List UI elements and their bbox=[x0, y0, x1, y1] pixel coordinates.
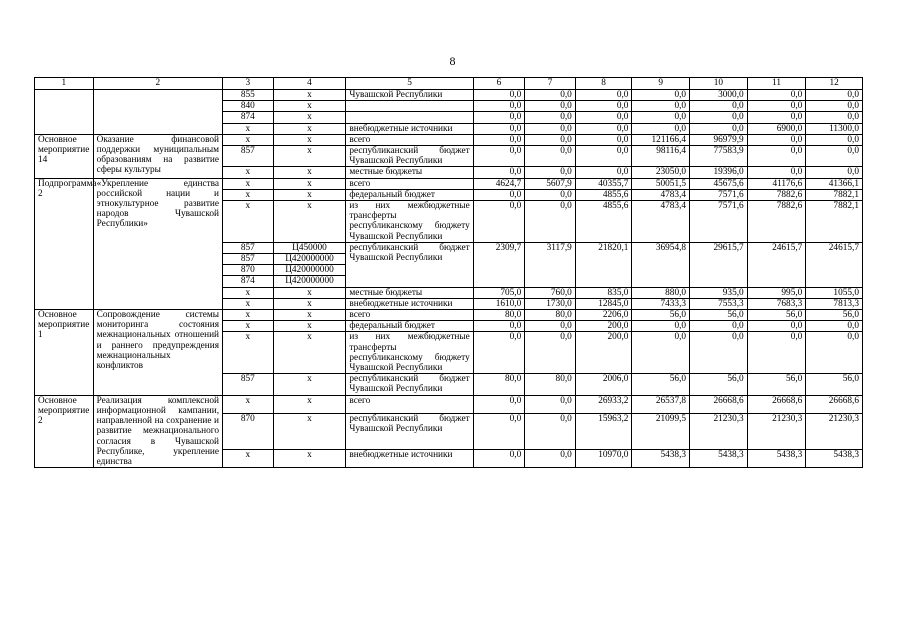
value-cell: 1730,0 bbox=[525, 298, 576, 309]
value-cell: 0,0 bbox=[525, 90, 576, 101]
source-cell: из них межбюджетные трансферты республиканскому бюджету Чувашской Республики bbox=[346, 201, 473, 243]
value-cell: 200,0 bbox=[575, 321, 632, 332]
csr-cell: x bbox=[273, 374, 346, 395]
value-cell: 0,0 bbox=[747, 146, 806, 167]
csr-cell: Ц420000000 bbox=[273, 265, 346, 276]
value-cell: 0,0 bbox=[525, 146, 576, 167]
value-cell: 0,0 bbox=[747, 134, 806, 145]
value-cell: 26668,6 bbox=[747, 395, 806, 414]
column-number: 12 bbox=[806, 78, 863, 90]
source-cell: республиканский бюджет Чувашской Республики bbox=[346, 146, 473, 167]
source-cell: федеральный бюджет bbox=[346, 189, 473, 200]
grbs-cell: x bbox=[223, 134, 274, 145]
value-cell: 0,0 bbox=[525, 321, 576, 332]
value-cell: 7882,1 bbox=[806, 201, 863, 243]
value-cell: 0,0 bbox=[473, 134, 525, 145]
description-cell: Оказание финансовой поддержки муниципальным образованиям на развитие сферы культуры bbox=[93, 134, 222, 178]
grbs-cell: x bbox=[223, 449, 274, 468]
grbs-cell: x bbox=[223, 178, 274, 189]
value-cell: 0,0 bbox=[747, 101, 806, 112]
value-cell: 56,0 bbox=[632, 310, 690, 321]
value-cell: 0,0 bbox=[525, 101, 576, 112]
value-cell: 56,0 bbox=[632, 374, 690, 395]
value-cell: 41366,1 bbox=[806, 178, 863, 189]
description-cell: «Укрепление единства российской нации и этнокультурное развитие народов Чувашской Республики» bbox=[93, 178, 222, 309]
value-cell: 41176,6 bbox=[747, 178, 806, 189]
column-number: 6 bbox=[473, 78, 525, 90]
csr-cell: x bbox=[273, 321, 346, 332]
value-cell: 0,0 bbox=[575, 167, 632, 178]
column-number: 1 bbox=[35, 78, 94, 90]
value-cell: 7813,3 bbox=[806, 298, 863, 309]
csr-cell: x bbox=[273, 395, 346, 414]
value-cell: 7433,3 bbox=[632, 298, 690, 309]
value-cell: 0,0 bbox=[473, 449, 525, 468]
value-cell: 24615,7 bbox=[747, 242, 806, 287]
value-cell: 21230,3 bbox=[806, 414, 863, 449]
value-cell: 96979,9 bbox=[690, 134, 748, 145]
grbs-cell: x bbox=[223, 287, 274, 298]
value-cell: 0,0 bbox=[525, 112, 576, 123]
value-cell: 0,0 bbox=[575, 90, 632, 101]
value-cell: 77583,9 bbox=[690, 146, 748, 167]
page-number: 8 bbox=[449, 54, 456, 68]
value-cell: 5438,3 bbox=[690, 449, 748, 468]
column-number: 9 bbox=[632, 78, 690, 90]
value-cell: 0,0 bbox=[690, 332, 748, 374]
value-cell: 0,0 bbox=[632, 112, 690, 123]
csr-cell: x bbox=[273, 123, 346, 134]
value-cell: 7882,6 bbox=[747, 189, 806, 200]
value-cell: 98116,4 bbox=[632, 146, 690, 167]
value-cell: 0,0 bbox=[525, 123, 576, 134]
value-cell: 0,0 bbox=[473, 112, 525, 123]
value-cell: 80,0 bbox=[473, 374, 525, 395]
value-cell: 40355,7 bbox=[575, 178, 632, 189]
value-cell: 0,0 bbox=[806, 321, 863, 332]
value-cell: 0,0 bbox=[690, 101, 748, 112]
source-cell: всего bbox=[346, 395, 473, 414]
value-cell: 26668,6 bbox=[690, 395, 748, 414]
csr-cell: x bbox=[273, 112, 346, 123]
column-number: 8 bbox=[575, 78, 632, 90]
csr-cell: x bbox=[273, 310, 346, 321]
value-cell: 3000,0 bbox=[690, 90, 748, 101]
value-cell: 0,0 bbox=[690, 123, 748, 134]
value-cell: 10970,0 bbox=[575, 449, 632, 468]
grbs-cell: x bbox=[223, 310, 274, 321]
value-cell: 0,0 bbox=[473, 189, 525, 200]
value-cell: 0,0 bbox=[632, 101, 690, 112]
value-cell: 0,0 bbox=[575, 134, 632, 145]
csr-cell: x bbox=[273, 449, 346, 468]
value-cell: 0,0 bbox=[632, 321, 690, 332]
grbs-cell: 855 bbox=[223, 90, 274, 101]
column-number: 11 bbox=[747, 78, 806, 90]
value-cell: 0,0 bbox=[525, 201, 576, 243]
value-cell: 0,0 bbox=[473, 146, 525, 167]
budget-table bbox=[34, 77, 863, 468]
value-cell: 0,0 bbox=[806, 101, 863, 112]
grbs-cell: x bbox=[223, 201, 274, 243]
source-cell: республиканский бюджет Чувашской Республики bbox=[346, 414, 473, 449]
value-cell: 21230,3 bbox=[690, 414, 748, 449]
value-cell: 2206,0 bbox=[575, 310, 632, 321]
grbs-cell: x bbox=[223, 395, 274, 414]
value-cell: 1055,0 bbox=[806, 287, 863, 298]
source-cell: всего bbox=[346, 134, 473, 145]
value-cell: 21820,1 bbox=[575, 242, 632, 287]
value-cell: 7571,6 bbox=[690, 189, 748, 200]
csr-cell: x bbox=[273, 201, 346, 243]
value-cell: 0,0 bbox=[473, 201, 525, 243]
value-cell: 0,0 bbox=[575, 112, 632, 123]
value-cell: 21099,5 bbox=[632, 414, 690, 449]
grbs-cell: x bbox=[223, 332, 274, 374]
grbs-cell: 857 bbox=[223, 242, 274, 253]
value-cell: 0,0 bbox=[575, 123, 632, 134]
source-cell: Чувашской Республики bbox=[346, 90, 473, 101]
value-cell: 0,0 bbox=[806, 167, 863, 178]
value-cell: 0,0 bbox=[747, 332, 806, 374]
value-cell: 0,0 bbox=[525, 449, 576, 468]
value-cell: 19396,0 bbox=[690, 167, 748, 178]
value-cell: 935,0 bbox=[690, 287, 748, 298]
csr-cell: x bbox=[273, 287, 346, 298]
value-cell: 4783,4 bbox=[632, 201, 690, 243]
csr-cell: x bbox=[273, 146, 346, 167]
program-cell bbox=[35, 90, 94, 135]
value-cell: 0,0 bbox=[473, 90, 525, 101]
csr-cell: x bbox=[273, 90, 346, 101]
csr-cell: Ц450000 bbox=[273, 242, 346, 253]
value-cell: 0,0 bbox=[525, 414, 576, 449]
value-cell: 705,0 bbox=[473, 287, 525, 298]
value-cell: 21230,3 bbox=[747, 414, 806, 449]
grbs-cell: 840 bbox=[223, 101, 274, 112]
value-cell: 0,0 bbox=[747, 167, 806, 178]
value-cell: 4783,4 bbox=[632, 189, 690, 200]
value-cell: 0,0 bbox=[806, 146, 863, 167]
value-cell: 0,0 bbox=[473, 414, 525, 449]
source-cell: федеральный бюджет bbox=[346, 321, 473, 332]
csr-cell: x bbox=[273, 189, 346, 200]
source-cell bbox=[346, 112, 473, 123]
grbs-cell: x bbox=[223, 123, 274, 134]
column-number: 10 bbox=[690, 78, 748, 90]
value-cell: 29615,7 bbox=[690, 242, 748, 287]
csr-cell: x bbox=[273, 298, 346, 309]
value-cell: 5438,3 bbox=[806, 449, 863, 468]
value-cell: 7553,3 bbox=[690, 298, 748, 309]
value-cell: 56,0 bbox=[806, 374, 863, 395]
program-cell: Основное мероприятие 2 bbox=[35, 395, 94, 467]
value-cell: 4624,7 bbox=[473, 178, 525, 189]
value-cell: 11300,0 bbox=[806, 123, 863, 134]
csr-cell: x bbox=[273, 167, 346, 178]
source-cell: из них межбюджетные трансферты республиканскому бюджету Чувашской Республики bbox=[346, 332, 473, 374]
value-cell: 56,0 bbox=[690, 374, 748, 395]
value-cell: 835,0 bbox=[575, 287, 632, 298]
value-cell: 0,0 bbox=[747, 112, 806, 123]
value-cell: 0,0 bbox=[473, 167, 525, 178]
value-cell: 0,0 bbox=[525, 167, 576, 178]
source-cell: всего bbox=[346, 310, 473, 321]
value-cell: 56,0 bbox=[747, 374, 806, 395]
value-cell: 0,0 bbox=[806, 332, 863, 374]
value-cell: 0,0 bbox=[525, 189, 576, 200]
csr-cell: Ц420000000 bbox=[273, 254, 346, 265]
value-cell: 0,0 bbox=[690, 112, 748, 123]
value-cell: 0,0 bbox=[747, 90, 806, 101]
value-cell: 56,0 bbox=[747, 310, 806, 321]
table-row bbox=[35, 178, 863, 189]
csr-cell: x bbox=[273, 414, 346, 449]
value-cell: 121166,4 bbox=[632, 134, 690, 145]
value-cell: 6900,0 bbox=[747, 123, 806, 134]
value-cell: 0,0 bbox=[473, 123, 525, 134]
column-number: 3 bbox=[223, 78, 274, 90]
value-cell: 50051,5 bbox=[632, 178, 690, 189]
value-cell: 80,0 bbox=[525, 310, 576, 321]
value-cell: 2006,0 bbox=[575, 374, 632, 395]
description-cell: Сопровождение системы мониторинга состояния межнациональных отношений и раннего предупреждения межнациональных конфликтов bbox=[93, 310, 222, 396]
value-cell: 26933,2 bbox=[575, 395, 632, 414]
table-row bbox=[35, 395, 863, 414]
grbs-cell: x bbox=[223, 298, 274, 309]
value-cell: 4855,6 bbox=[575, 189, 632, 200]
value-cell: 0,0 bbox=[806, 90, 863, 101]
csr-cell: x bbox=[273, 101, 346, 112]
value-cell: 2309,7 bbox=[473, 242, 525, 287]
value-cell: 0,0 bbox=[632, 332, 690, 374]
column-number: 5 bbox=[346, 78, 473, 90]
source-cell: всего bbox=[346, 178, 473, 189]
value-cell: 0,0 bbox=[806, 112, 863, 123]
source-cell: местные бюджеты bbox=[346, 167, 473, 178]
value-cell: 0,0 bbox=[806, 134, 863, 145]
value-cell: 0,0 bbox=[575, 101, 632, 112]
value-cell: 3117,9 bbox=[525, 242, 576, 287]
value-cell: 4855,6 bbox=[575, 201, 632, 243]
value-cell: 0,0 bbox=[473, 101, 525, 112]
column-number: 4 bbox=[273, 78, 346, 90]
value-cell: 5438,3 bbox=[747, 449, 806, 468]
value-cell: 0,0 bbox=[473, 332, 525, 374]
value-cell: 0,0 bbox=[632, 90, 690, 101]
value-cell: 24615,7 bbox=[806, 242, 863, 287]
value-cell: 15963,2 bbox=[575, 414, 632, 449]
grbs-cell: x bbox=[223, 189, 274, 200]
table-row bbox=[35, 134, 863, 145]
table-row bbox=[35, 310, 863, 321]
value-cell: 45675,6 bbox=[690, 178, 748, 189]
value-cell: 0,0 bbox=[525, 395, 576, 414]
value-cell: 56,0 bbox=[806, 310, 863, 321]
value-cell: 0,0 bbox=[747, 321, 806, 332]
grbs-cell: x bbox=[223, 167, 274, 178]
grbs-cell: 874 bbox=[223, 276, 274, 287]
program-cell: Основное мероприятие 1 bbox=[35, 310, 94, 396]
value-cell: 880,0 bbox=[632, 287, 690, 298]
value-cell: 5438,3 bbox=[632, 449, 690, 468]
grbs-cell: 857 bbox=[223, 374, 274, 395]
value-cell: 56,0 bbox=[690, 310, 748, 321]
value-cell: 80,0 bbox=[473, 310, 525, 321]
value-cell: 12845,0 bbox=[575, 298, 632, 309]
value-cell: 26537,8 bbox=[632, 395, 690, 414]
value-cell: 0,0 bbox=[473, 321, 525, 332]
value-cell: 0,0 bbox=[473, 395, 525, 414]
csr-cell: Ц420000000 bbox=[273, 276, 346, 287]
value-cell: 995,0 bbox=[747, 287, 806, 298]
value-cell: 0,0 bbox=[575, 146, 632, 167]
value-cell: 0,0 bbox=[525, 134, 576, 145]
source-cell bbox=[346, 101, 473, 112]
grbs-cell: 870 bbox=[223, 265, 274, 276]
value-cell: 1610,0 bbox=[473, 298, 525, 309]
grbs-cell: 857 bbox=[223, 254, 274, 265]
value-cell: 7571,6 bbox=[690, 201, 748, 243]
source-cell: внебюджетные источники bbox=[346, 298, 473, 309]
source-cell: республиканский бюджет Чувашской Республики bbox=[346, 242, 473, 287]
description-cell: Реализация комплексной информационной кампании, направленной на сохранение и развитие межнационального согласия в Чувашской Республике, укрепление единства bbox=[93, 395, 222, 467]
source-cell: внебюджетные источники bbox=[346, 449, 473, 468]
column-number: 2 bbox=[93, 78, 222, 90]
csr-cell: x bbox=[273, 332, 346, 374]
table-row bbox=[35, 90, 863, 101]
value-cell: 7882,6 bbox=[747, 201, 806, 243]
description-cell bbox=[93, 90, 222, 135]
column-number-row bbox=[35, 78, 863, 90]
column-number: 7 bbox=[525, 78, 576, 90]
grbs-cell: 857 bbox=[223, 146, 274, 167]
program-cell: Подпрограмма 2 bbox=[35, 178, 94, 309]
csr-cell: x bbox=[273, 134, 346, 145]
value-cell: 7882,1 bbox=[806, 189, 863, 200]
grbs-cell: 870 bbox=[223, 414, 274, 449]
source-cell: местные бюджеты bbox=[346, 287, 473, 298]
program-cell: Основное мероприятие 14 bbox=[35, 134, 94, 178]
value-cell: 0,0 bbox=[632, 123, 690, 134]
csr-cell: x bbox=[273, 178, 346, 189]
value-cell: 0,0 bbox=[525, 332, 576, 374]
value-cell: 760,0 bbox=[525, 287, 576, 298]
value-cell: 5607,9 bbox=[525, 178, 576, 189]
source-cell: республиканский бюджет Чувашской Республики bbox=[346, 374, 473, 395]
source-cell: внебюджетные источники bbox=[346, 123, 473, 134]
grbs-cell: x bbox=[223, 321, 274, 332]
value-cell: 0,0 bbox=[690, 321, 748, 332]
value-cell: 80,0 bbox=[525, 374, 576, 395]
value-cell: 36954,8 bbox=[632, 242, 690, 287]
value-cell: 200,0 bbox=[575, 332, 632, 374]
value-cell: 7683,3 bbox=[747, 298, 806, 309]
value-cell: 26668,6 bbox=[806, 395, 863, 414]
table-body bbox=[35, 90, 863, 468]
value-cell: 23050,0 bbox=[632, 167, 690, 178]
grbs-cell: 874 bbox=[223, 112, 274, 123]
